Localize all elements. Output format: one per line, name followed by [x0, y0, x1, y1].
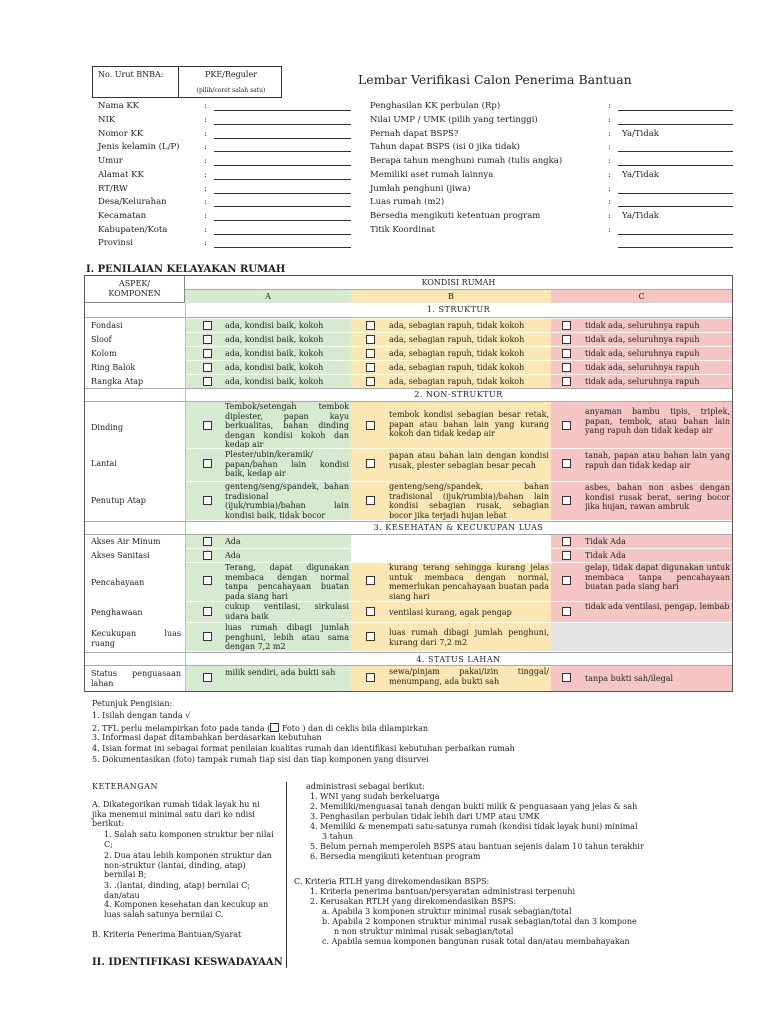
lantai-a-text: Plester/ubin/keramik/ papan/bahan lain kondisi baik, kedap air: [225, 450, 349, 478]
keterangan-a: A. Dikategorikan rumah tidak layak hu ni jika menemui minimal satu dari ko ndisi berikut:: [92, 800, 260, 828]
checkbox-fondasi-b[interactable]: [366, 321, 375, 330]
petunjuk-item-3: 3. Informasi dapat ditambahkan berdasarkan kebutuhan: [92, 733, 322, 742]
subsection-non-struktur: 2. NON-STRUKTUR: [414, 390, 503, 399]
checkbox-air-a[interactable]: [203, 537, 212, 546]
row-label-penutup-atap: Penutup Atap: [91, 496, 146, 505]
field-label-alamat-kk: Alamat KK: [98, 170, 144, 180]
checkbox-lahan-c[interactable]: [562, 673, 571, 682]
checkbox-kolom-a[interactable]: [203, 349, 212, 358]
keterangan-b: B. Kriteria Penerima Bantuan/Syarat: [92, 930, 242, 939]
checkbox-air-c[interactable]: [562, 537, 571, 546]
kolom-b-text: ada, sebagian rapuh, tidak kokoh: [389, 349, 525, 358]
fondasi-a-text: ada, kondisi baik, kokoh: [225, 321, 324, 330]
keterangan-c: C. Kriteria RTLH yang direkomendasikan BSPS:: [294, 877, 490, 886]
field-label-koordinat: Titik Koordinat: [370, 225, 435, 235]
lantai-b-text: papan atau bahan lain dengan kondisi rusak, plester sebagian besar pecah: [389, 451, 549, 470]
row-label-fondasi: Fondasi: [91, 321, 123, 330]
sanitasi-c-text: Tidak Ada: [585, 551, 626, 560]
bnba-header-box: [92, 66, 282, 98]
subsection-struktur: 1. STRUKTUR: [426, 305, 491, 314]
checkbox-lantai-c[interactable]: [562, 459, 571, 468]
field-input-koordinat-2[interactable]: [618, 247, 733, 248]
field-input-nomor-kk[interactable]: [214, 138, 351, 139]
checkbox-sanitasi-a[interactable]: [203, 551, 212, 560]
dinding-b-text: tembok kondisi sebagian besar retak, papan atau bahan lain yang kurang kokoh dan tidak kedap air: [389, 410, 549, 438]
checkbox-ringbalok-b[interactable]: [366, 363, 375, 372]
field-label-desa: Desa/Kelurahan: [98, 197, 167, 207]
field-label-kabupaten: Kabupaten/Kota: [98, 225, 168, 235]
field-label-nik: NIK: [98, 115, 116, 125]
col-b-header: B: [351, 290, 551, 303]
checkbox-penghawaan-a[interactable]: [203, 607, 212, 616]
field-label-aset: Memiliki aset rumah lainnya: [370, 170, 494, 180]
checkbox-atap-a[interactable]: [203, 496, 212, 505]
assessment-table: [84, 275, 733, 692]
checkbox-sloof-b[interactable]: [366, 335, 375, 344]
field-label-nomor-kk: Nomor KK: [98, 129, 144, 139]
keterangan-syarat-2: 2. Memiliki/menguasai tanah dengan bukti milik & penguasaan yang jelas & sah: [310, 802, 638, 811]
checkbox-lahan-a[interactable]: [203, 673, 212, 682]
col-a-header: A: [185, 290, 351, 303]
checkbox-lantai-b[interactable]: [366, 459, 375, 468]
checkbox-rangka-c[interactable]: [562, 377, 571, 386]
field-input-alamat-kk[interactable]: [214, 179, 351, 180]
keterangan-c-2: 2. Kerusakan RTLH yang direkomendasikan BSPS:: [310, 897, 517, 906]
field-input-tahun-bsps[interactable]: [618, 151, 733, 152]
checkbox-atap-b[interactable]: [366, 496, 375, 505]
row-label-dinding: Dinding: [91, 423, 124, 432]
field-input-kecamatan[interactable]: [214, 220, 351, 221]
row-label-pencahayaan: Pencahayaan: [91, 578, 145, 587]
checkbox-kolom-c[interactable]: [562, 349, 571, 358]
rangka-a-text: ada, kondisi baik, kokoh: [225, 377, 324, 386]
checkbox-lantai-a[interactable]: [203, 459, 212, 468]
fondasi-b-text: ada, sebagian rapuh, tidak kokoh: [389, 321, 525, 330]
keterangan-syarat-6: 6. Bersedia mengikuti ketentuan program: [310, 852, 481, 861]
row-label-kecukupan-luas: Kecukupan luas ruang: [91, 629, 181, 648]
keterangan-right-intro: administrasi sebagai berikut:: [306, 782, 425, 791]
field-label-penghuni: Jumlah penghuni (jiwa): [370, 184, 471, 194]
field-input-penghasilan[interactable]: [618, 110, 733, 111]
sloof-c-text: tidak ada, seluruhnya rapuh: [585, 335, 700, 344]
row-label-penghawaan: Penghawaan: [91, 608, 143, 617]
field-label-rt-rw: RT/RW: [98, 184, 128, 194]
penghawaan-c-text: tidak ada ventilasi, pengap, lembab: [585, 602, 730, 611]
field-input-menghuni[interactable]: [618, 165, 733, 166]
kondisi-header: KONDISI RUMAH: [185, 276, 732, 290]
petunjuk-item-2-text: 2. TFL perlu melampirkan foto pada tanda (: [92, 724, 271, 733]
field-label-menghuni: Berapa tahun menghuni rumah (tulis angka): [370, 156, 563, 166]
fondasi-c-text: tidak ada, seluruhnya rapuh: [585, 321, 700, 330]
checkbox-dinding-a[interactable]: [203, 421, 212, 430]
checkbox-fondasi-a[interactable]: [203, 321, 212, 330]
petunjuk-item-2-rest: Foto ) dan di ceklis bila dilampirkan: [279, 724, 429, 733]
air-a-text: Ada: [225, 537, 241, 546]
checkbox-pencahayaan-c[interactable]: [562, 576, 571, 585]
field-value-pernah-bsps[interactable]: Ya/Tidak: [622, 129, 659, 139]
field-label-bersedia: Bersedia mengikuti ketentuan program: [370, 211, 541, 221]
checkbox-atap-c[interactable]: [562, 496, 571, 505]
checkbox-ringbalok-a[interactable]: [203, 363, 212, 372]
field-label-ump: Nilai UMP / UMK (pilih yang tertinggi): [370, 115, 538, 125]
keterangan-c-2b-cont: n non struktur minimal rusak sebagian/total: [334, 927, 514, 936]
aspek-header: ASPEK/ KOMPONEN: [85, 276, 185, 303]
keterangan-syarat-3: 3. Penghasilan perbulan tidak lebih dari UMP atau UMK: [310, 812, 540, 821]
field-value-bersedia[interactable]: Ya/Tidak: [622, 211, 659, 221]
luas-b-text: luas rumah dibagi jumlah penghuni, kurang dari 7,2 m2: [389, 628, 549, 647]
checkbox-sanitasi-c[interactable]: [562, 551, 571, 560]
row-label-sloof: Sloof: [91, 335, 112, 344]
dinding-a-text: Tembok/setengah tembok diplester, papan kayu berkualitas, bahan dinding dengan kondisi kokoh dan kedap air: [225, 402, 349, 448]
checkbox-fondasi-c[interactable]: [562, 321, 571, 330]
petunjuk-title: Petunjuk Pengisian:: [92, 699, 173, 708]
lahan-c-text: tanpa bukti sah/ilegal: [585, 674, 674, 683]
field-input-umur[interactable]: [214, 165, 351, 166]
checkbox-lahan-b[interactable]: [366, 673, 375, 682]
dinding-c-text: anyaman bambu tipis, triplek, papan, tembok, atau bahan lain yang rapuh dan tidak kedap air: [585, 407, 730, 435]
subsection-kesehatan: 3. KESEHATAN & KECUKUPAN LUAS: [373, 523, 544, 532]
atap-b-text: genteng/seng/spandek, bahan tradisional (ijuk/rumbia)/bahan lain kondisi sebagian rusak, sebagian bocor jika terjadi hujan lebat: [389, 482, 549, 520]
checkbox-pencahayaan-a[interactable]: [203, 576, 212, 585]
petunjuk-item-4: 4. Isian format ini sebagai format penilaian kualitas rumah dan identifikasi kebutuhan perbaikan rumah: [92, 744, 515, 753]
checkbox-penghawaan-c[interactable]: [562, 607, 571, 616]
field-label-provinsi: Provinsi: [98, 238, 133, 248]
atap-a-text: genteng/seng/spandek, bahan tradisional (ijuk/rumbia)/bahan lain kondisi baik, tidak bocor: [225, 482, 349, 520]
keterangan-syarat-1: 1. WNI yang sudah berkeluarga: [310, 792, 440, 801]
air-c-text: Tidak Ada: [585, 537, 626, 546]
keterangan-a-1: 1. Salah satu komponen struktur ber nilai C;: [104, 830, 274, 849]
luas-a-text: luas rumah dibagi jumlah penghuni, lebih atau sama dengan 7,2 m2: [225, 623, 349, 651]
lantai-c-text: tanah, papan atau bahan lain yang rapuh dan tidak kedap air: [585, 451, 730, 470]
field-label-penghasilan: Penghasilan KK perbulan (Rp): [370, 101, 501, 111]
row-label-rangka-atap: Rangka Atap: [91, 377, 144, 386]
field-label-umur: Umur: [98, 156, 123, 166]
lahan-a-text: milik sendiri, ada bukti sah: [225, 668, 336, 677]
row-label-sanitasi: Akses Sanitasi: [91, 551, 150, 560]
checkbox-rangka-b[interactable]: [366, 377, 375, 386]
foto-checkbox-icon: [270, 723, 279, 732]
checkbox-ringbalok-c[interactable]: [562, 363, 571, 372]
field-label-tahun-bsps: Tahun dapat BSPS (isi 0 jika tidak): [370, 142, 520, 152]
keterangan-c-2a: a. Apabila 3 komponen struktur minimal rusak sebagian/total: [322, 907, 572, 916]
field-input-nama-kk[interactable]: [214, 110, 351, 111]
ringbalok-a-text: ada, kondisi baik, kokoh: [225, 363, 324, 372]
field-input-luas-rumah[interactable]: [618, 206, 733, 207]
checkbox-sloof-a[interactable]: [203, 335, 212, 344]
field-input-nik[interactable]: [214, 124, 351, 125]
rangka-c-text: tidak ada, seluruhnya rapuh: [585, 377, 700, 386]
ringbalok-c-text: tidak ada, seluruhnya rapuh: [585, 363, 700, 372]
atap-c-text: asbes, bahan non asbes dengan kondisi rusak berat, sering bocor jika hujan, rawan ambruk: [585, 483, 730, 511]
section-1-title: I. PENILAIAN KELAYAKAN RUMAH: [86, 264, 286, 275]
field-input-provinsi[interactable]: [214, 247, 351, 248]
penghawaan-a-text: cukup ventilasi, sirkulasi udara baik: [225, 602, 349, 621]
keterangan-a-3: 3. .(lantai, dinding, atap) bernilai C; dan/atau: [104, 881, 250, 900]
sanitasi-a-text: Ada: [225, 551, 241, 560]
kolom-a-text: ada, kondisi baik, kokoh: [225, 349, 324, 358]
rangka-b-text: ada, sebagian rapuh, tidak kokoh: [389, 377, 525, 386]
sloof-a-text: ada, kondisi baik, kokoh: [225, 335, 324, 344]
no-urut-label: No. Urut BNBA:: [98, 70, 164, 79]
petunjuk-item-5: 5. Dokumentasikan (foto) tampak rumah tiap sisi dan tiap komponen yang disurvei: [92, 755, 429, 764]
field-input-kabupaten[interactable]: [214, 234, 351, 235]
keterangan-syarat-4: 4. Memiliki & menempati satu-satunya rumah (kondisi tidak layak huni) minimal: [310, 822, 638, 831]
field-input-rt-rw[interactable]: [214, 193, 351, 194]
header-divider: [178, 67, 179, 97]
kolom-c-text: tidak ada, seluruhnya rapuh: [585, 349, 700, 358]
field-label-nama-kk: Nama KK: [98, 101, 140, 111]
field-label-kecamatan: Kecamatan: [98, 211, 147, 221]
pencahayaan-c-text: gelap, tidak dapat digunakan untuk membaca tanpa pencahayaan buatan pada siang hari: [585, 563, 730, 591]
keterangan-syarat-5: 5. Belum pernah memperoleh BSPS atau bantuan sejenis dalam 10 tahun terakhir: [310, 842, 644, 851]
field-label-jenis-kelamin: Jenis kelamin (L/P): [98, 142, 180, 152]
checkbox-sloof-c[interactable]: [562, 335, 571, 344]
row-label-kolom: Kolom: [91, 349, 117, 358]
keterangan-syarat-4b: 3 tahun: [322, 832, 354, 841]
keterangan-a-2: 2. Dua atau lebih komponen struktur dan non-struktur (lantai, dinding, atap) bernilai B;: [104, 851, 272, 879]
row-label-ring-balok: Ring Balok: [91, 363, 136, 372]
checkbox-dinding-c[interactable]: [562, 421, 571, 430]
keterangan-c-2c: c. Apabila semua komponen bangunan rusak total dan/atau membahayakan: [322, 937, 630, 946]
field-input-ump[interactable]: [618, 124, 733, 125]
ringbalok-b-text: ada, sebagian rapuh, tidak kokoh: [389, 363, 525, 372]
field-label-luas-rumah: Luas rumah (m2): [370, 197, 445, 207]
petunjuk-item-1: 1. Isilah dengan tanda √: [92, 711, 191, 720]
checkbox-rangka-a[interactable]: [203, 377, 212, 386]
row-label-air-minum: Akses Air Minum: [91, 537, 161, 546]
document-title: Lembar Verifikasi Calon Penerima Bantuan: [358, 72, 632, 87]
checkbox-penghawaan-b[interactable]: [366, 607, 375, 616]
pencahayaan-b-text: kurang terang sehingga kurang jelas untuk membaca dengan normal, memerlukan pencahayaan buatan pada siang hari: [389, 563, 549, 601]
section-2-title: II. IDENTIFIKASI KESWADAYAAN: [92, 957, 283, 968]
keterangan-c-2b: b. Apabila 2 komponen struktur minimal rusak sebagian/total dan 3 kompone: [322, 917, 637, 926]
pencahayaan-a-text: Terang, dapat digunakan membaca dengan normal tanpa pencahayaan buatan pada siang hari: [225, 563, 349, 601]
keterangan-a-4: 4. Komponen kesehatan dan kecukup an luas salah satunya bernilai C.: [104, 900, 269, 919]
field-value-aset[interactable]: Ya/Tidak: [622, 170, 659, 180]
sloof-b-text: ada, sebagian rapuh, tidak kokoh: [389, 335, 525, 344]
field-input-jenis-kelamin[interactable]: [214, 151, 351, 152]
col-c-header: C: [551, 290, 732, 303]
coret-note: (pilih/coret salah satu): [196, 87, 266, 94]
subsection-status-lahan: 4. STATUS LAHAN: [416, 655, 501, 664]
keterangan-divider: [286, 782, 287, 968]
checkbox-luas-a[interactable]: [203, 632, 212, 641]
row-label-status-lahan: Status penguasaan lahan: [91, 669, 181, 688]
keterangan-title: KETERANGAN: [92, 782, 158, 791]
checkbox-dinding-b[interactable]: [366, 421, 375, 430]
checkbox-pencahayaan-b[interactable]: [366, 576, 375, 585]
pke-reguler-option[interactable]: PKE/Reguler: [204, 70, 258, 79]
checkbox-luas-b[interactable]: [366, 632, 375, 641]
field-label-pernah-bsps: Pernah dapat BSPS?: [370, 129, 459, 139]
field-input-penghuni[interactable]: [618, 193, 733, 194]
penghawaan-b-text: ventilasi kurang, agak pengap: [389, 608, 512, 617]
keterangan-c-1: 1. Kriteria penerima bantuan/persyaratan administrasi terpenuhi: [310, 887, 576, 896]
field-input-desa[interactable]: [214, 206, 351, 207]
row-label-lantai: Lantai: [91, 459, 117, 468]
checkbox-kolom-b[interactable]: [366, 349, 375, 358]
field-input-koordinat[interactable]: [618, 234, 733, 235]
lahan-b-text: sewa/pinjam pakai/izin tinggal/ menumpang, ada bukti sah: [389, 667, 549, 686]
